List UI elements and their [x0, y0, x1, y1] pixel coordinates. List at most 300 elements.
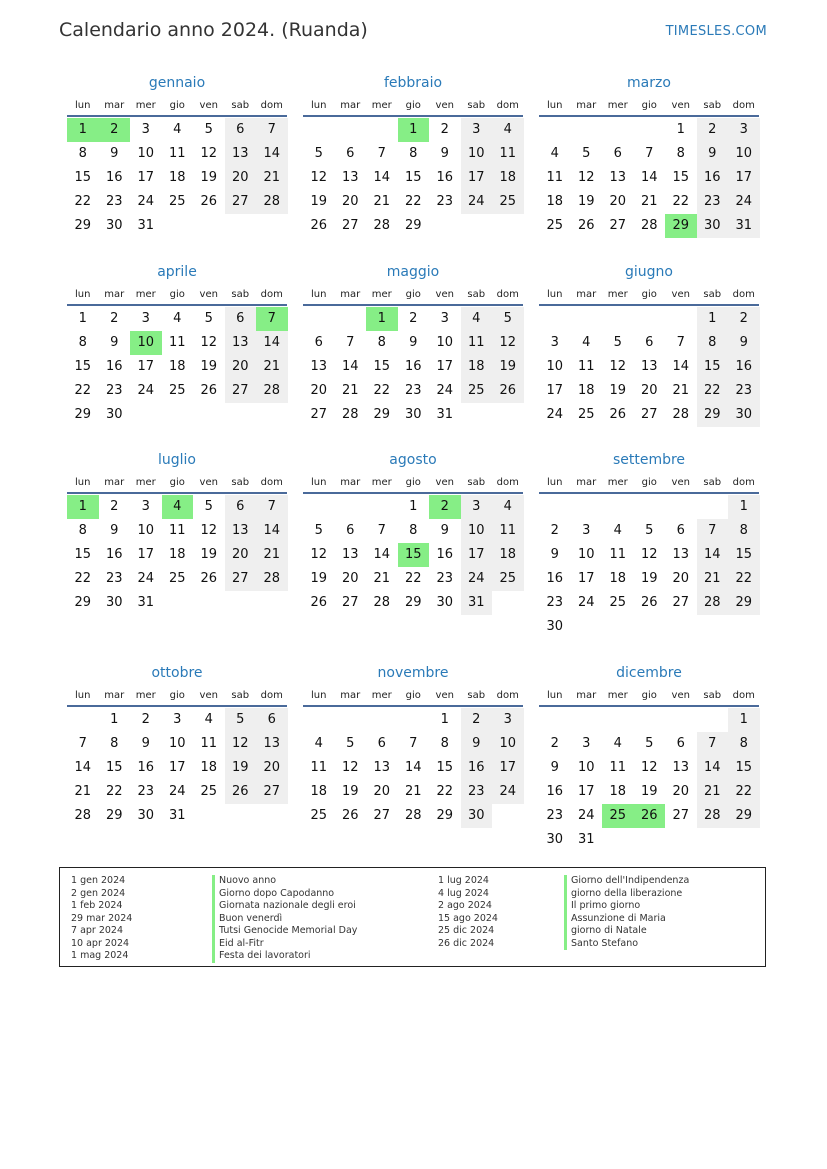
day: 8 [409, 523, 418, 538]
empty-cell [634, 708, 666, 732]
day: 15 [74, 547, 92, 562]
weekday-header [67, 476, 287, 494]
day: 22 [74, 383, 92, 398]
legend-date: 1 gen 2024 [71, 875, 126, 886]
day: 28 [640, 218, 658, 233]
day: 20 [640, 383, 658, 398]
day: 22 [373, 383, 391, 398]
day: 9 [141, 736, 150, 751]
day: 3 [141, 311, 150, 326]
day: 29 [105, 808, 123, 823]
day: 2 [440, 122, 449, 137]
month-novembre [303, 663, 523, 828]
empty-cell [335, 118, 367, 142]
weekday-label: mar [104, 477, 125, 488]
day: 21 [373, 194, 391, 209]
day: 19 [225, 756, 257, 780]
day-grid [303, 118, 523, 238]
day: 11 [310, 760, 328, 775]
month-ottobre [67, 663, 287, 828]
day: 13 [640, 359, 658, 374]
day: 14 [697, 543, 729, 567]
day: 18 [546, 194, 564, 209]
legend-names-right [564, 875, 689, 950]
day: 18 [310, 784, 328, 799]
day: 15 [373, 359, 391, 374]
weekday-header [303, 689, 523, 707]
day: 13 [341, 170, 359, 185]
day: 14 [341, 359, 359, 374]
day-grid [539, 307, 759, 427]
holiday-legend [59, 867, 766, 967]
weekday-label: sab [467, 690, 486, 701]
empty-cell [303, 307, 335, 331]
day: 23 [546, 808, 564, 823]
day: 30 [728, 403, 760, 427]
day: 6 [314, 335, 323, 350]
month-gennaio [67, 73, 287, 238]
weekday-label: lun [547, 289, 563, 300]
weekday-label: lun [311, 690, 327, 701]
weekday-label: ven [671, 289, 690, 300]
day: 3 [440, 311, 449, 326]
day: 3 [461, 495, 493, 519]
day: 17 [137, 359, 155, 374]
day: 29 [74, 218, 92, 233]
day: 11 [168, 146, 186, 161]
day: 6 [346, 146, 355, 161]
empty-cell [602, 118, 634, 142]
day: 8 [377, 335, 386, 350]
day-grid [67, 708, 287, 828]
day: 8 [728, 732, 760, 756]
day: 17 [436, 359, 454, 374]
empty-cell [697, 495, 729, 519]
weekday-label: dom [260, 100, 283, 111]
day: 13 [672, 760, 690, 775]
month-marzo [539, 73, 759, 238]
day: 18 [492, 166, 524, 190]
legend-date: 10 apr 2024 [71, 937, 130, 949]
empty-cell [539, 307, 571, 331]
day: 6 [225, 495, 257, 519]
day: 29 [728, 804, 760, 828]
day: 12 [577, 170, 595, 185]
day: 3 [728, 118, 760, 142]
day: 30 [461, 804, 493, 828]
day: 25 [168, 194, 186, 209]
weekday-label: mer [607, 690, 628, 701]
day: 17 [137, 170, 155, 185]
day: 10 [461, 519, 493, 543]
day: 5 [225, 708, 257, 732]
empty-cell [335, 708, 367, 732]
day: 1 [697, 307, 729, 331]
day: 30 [546, 619, 564, 634]
legend-date: 1 feb 2024 [71, 900, 123, 911]
day: 25 [492, 567, 524, 591]
day: 29 [74, 595, 92, 610]
legend-holiday-name: Buon venerdì [212, 913, 357, 926]
day-grid [303, 708, 523, 828]
day: 17 [577, 571, 595, 586]
legend-date: 2 gen 2024 [71, 887, 126, 899]
day: 27 [310, 407, 328, 422]
day: 30 [105, 218, 123, 233]
day: 21 [256, 355, 288, 379]
day: 17 [461, 166, 493, 190]
weekday-label: gio [169, 289, 185, 300]
day: 29 [436, 808, 454, 823]
day: 3 [141, 499, 150, 514]
day: 19 [609, 383, 627, 398]
day: 31 [461, 591, 493, 615]
day: 20 [256, 756, 288, 780]
day: 26 [341, 808, 359, 823]
day: 30 [105, 407, 123, 422]
day: 20 [310, 383, 328, 398]
legend-date: 4 lug 2024 [438, 887, 489, 899]
day: 4 [314, 736, 323, 751]
day: 16 [137, 760, 155, 775]
day: 9 [550, 547, 559, 562]
day: 30 [137, 808, 155, 823]
day: 9 [440, 523, 449, 538]
day: 4 [173, 311, 182, 326]
month-settembre [539, 450, 759, 639]
day: 8 [409, 146, 418, 161]
weekday-header [539, 99, 759, 117]
month-name: agosto [389, 452, 437, 468]
empty-cell [303, 708, 335, 732]
weekday-label: sab [703, 477, 722, 488]
day: 13 [225, 331, 257, 355]
empty-cell [366, 118, 398, 142]
empty-cell [335, 495, 367, 519]
day: 23 [404, 383, 422, 398]
day: 7 [256, 495, 288, 519]
day: 24 [137, 383, 155, 398]
empty-cell [571, 495, 603, 519]
day: 11 [168, 335, 186, 350]
weekday-label: sab [231, 690, 250, 701]
day: 20 [225, 543, 257, 567]
legend-date: 7 apr 2024 [71, 925, 124, 936]
month-name: marzo [627, 75, 671, 91]
legend-date: 26 dic 2024 [438, 937, 495, 949]
empty-cell [634, 118, 666, 142]
weekday-label: gio [169, 100, 185, 111]
day: 10 [436, 335, 454, 350]
weekday-label: mar [576, 690, 597, 701]
holiday-day: 25 [602, 804, 634, 828]
day: 18 [492, 543, 524, 567]
day: 4 [582, 335, 591, 350]
holiday-day: 1 [366, 307, 398, 331]
day: 8 [110, 736, 119, 751]
weekday-label: ven [671, 100, 690, 111]
day: 13 [672, 547, 690, 562]
day: 3 [550, 335, 559, 350]
weekday-label: ven [671, 477, 690, 488]
weekday-label: mar [340, 100, 361, 111]
day: 10 [137, 523, 155, 538]
weekday-label: gio [169, 477, 185, 488]
weekday-label: dom [732, 477, 755, 488]
legend-holiday-name: Nuovo anno [212, 875, 357, 888]
day: 2 [461, 708, 493, 732]
day: 4 [550, 146, 559, 161]
empty-cell [665, 708, 697, 732]
day: 10 [168, 736, 186, 751]
day: 30 [546, 832, 564, 847]
holiday-day: 29 [665, 214, 697, 238]
weekday-label: ven [435, 100, 454, 111]
legend-holiday-name: Il primo giorno [564, 900, 689, 913]
day: 19 [640, 571, 658, 586]
weekday-label: sab [703, 100, 722, 111]
day: 7 [697, 519, 729, 543]
empty-cell [634, 495, 666, 519]
weekday-label: mer [135, 100, 156, 111]
day: 27 [672, 808, 690, 823]
empty-cell [335, 307, 367, 331]
day: 27 [225, 190, 257, 214]
weekday-label: mar [104, 100, 125, 111]
day: 12 [492, 331, 524, 355]
day: 22 [436, 784, 454, 799]
day: 31 [168, 808, 186, 823]
day: 6 [645, 335, 654, 350]
day: 13 [225, 519, 257, 543]
legend-names-left [212, 875, 357, 963]
empty-cell [366, 495, 398, 519]
weekday-label: mer [607, 100, 628, 111]
day: 2 [728, 307, 760, 331]
day: 18 [200, 760, 218, 775]
weekday-label: gio [641, 477, 657, 488]
legend-holiday-name: Eid al-Fitr [212, 938, 357, 951]
weekday-label: sab [231, 100, 250, 111]
day: 8 [440, 736, 449, 751]
day: 9 [440, 146, 449, 161]
day: 14 [373, 547, 391, 562]
day: 12 [200, 523, 218, 538]
day: 29 [373, 407, 391, 422]
legend-holiday-name: Assunzione di Maria [564, 913, 689, 926]
day: 17 [546, 383, 564, 398]
weekday-label: dom [260, 690, 283, 701]
day: 15 [672, 170, 690, 185]
day: 10 [461, 142, 493, 166]
day: 10 [577, 547, 595, 562]
day: 11 [200, 736, 218, 751]
weekday-label: ven [199, 289, 218, 300]
day: 14 [74, 760, 92, 775]
day: 5 [613, 335, 622, 350]
day: 25 [492, 190, 524, 214]
day: 1 [110, 712, 119, 727]
weekday-label: dom [732, 690, 755, 701]
day: 24 [137, 571, 155, 586]
day: 1 [440, 712, 449, 727]
weekday-label: mer [607, 477, 628, 488]
day: 11 [168, 523, 186, 538]
month-name: luglio [158, 452, 196, 468]
weekday-label: mer [135, 690, 156, 701]
day: 6 [676, 523, 685, 538]
day: 30 [436, 595, 454, 610]
month-giugno [539, 262, 759, 427]
holiday-day: 1 [67, 495, 99, 519]
day: 28 [256, 567, 288, 591]
day: 25 [168, 571, 186, 586]
holiday-day: 15 [398, 543, 430, 567]
day: 28 [341, 407, 359, 422]
day: 26 [200, 571, 218, 586]
day: 3 [492, 708, 524, 732]
day: 31 [137, 595, 155, 610]
day: 4 [613, 736, 622, 751]
month-name: aprile [157, 264, 197, 280]
legend-holiday-name: Festa dei lavoratori [212, 950, 357, 963]
month-maggio [303, 262, 523, 427]
weekday-header [539, 689, 759, 707]
day: 23 [137, 784, 155, 799]
day: 6 [256, 708, 288, 732]
day: 23 [697, 190, 729, 214]
day: 28 [256, 379, 288, 403]
day: 1 [728, 495, 760, 519]
day: 13 [225, 142, 257, 166]
day: 18 [577, 383, 595, 398]
weekday-label: dom [496, 477, 519, 488]
day: 26 [577, 218, 595, 233]
weekday-header [67, 689, 287, 707]
day: 15 [105, 760, 123, 775]
holiday-day: 4 [162, 495, 194, 519]
day: 22 [404, 571, 422, 586]
day: 15 [436, 760, 454, 775]
day: 12 [341, 760, 359, 775]
weekday-label: lun [311, 100, 327, 111]
day: 11 [609, 547, 627, 562]
day: 23 [546, 595, 564, 610]
day: 5 [204, 499, 213, 514]
day: 7 [676, 335, 685, 350]
day: 28 [373, 595, 391, 610]
day: 27 [341, 218, 359, 233]
day: 20 [225, 166, 257, 190]
month-dicembre [539, 663, 759, 852]
day: 22 [74, 571, 92, 586]
day: 3 [461, 118, 493, 142]
legend-holiday-name: Giornata nazionale degli eroi [212, 900, 357, 913]
day: 13 [256, 732, 288, 756]
day: 20 [225, 355, 257, 379]
day-grid [67, 495, 287, 615]
weekday-label: dom [260, 477, 283, 488]
empty-cell [539, 708, 571, 732]
day: 30 [697, 214, 729, 238]
brand-link[interactable]: TIMESLES.COM [665, 24, 767, 39]
day: 10 [546, 359, 564, 374]
day: 19 [492, 355, 524, 379]
empty-cell [366, 708, 398, 732]
day: 6 [346, 523, 355, 538]
weekday-label: gio [405, 477, 421, 488]
weekday-label: ven [435, 289, 454, 300]
day: 14 [697, 756, 729, 780]
weekday-label: dom [496, 690, 519, 701]
day-grid [67, 307, 287, 427]
day: 4 [613, 523, 622, 538]
legend-holiday-name: giorno della liberazione [564, 888, 689, 901]
day: 19 [200, 547, 218, 562]
day: 13 [609, 170, 627, 185]
day: 5 [204, 122, 213, 137]
month-name: novembre [377, 665, 449, 681]
day: 2 [409, 311, 418, 326]
day: 26 [609, 407, 627, 422]
day: 24 [168, 784, 186, 799]
day: 15 [728, 543, 760, 567]
day: 27 [609, 218, 627, 233]
day: 3 [582, 736, 591, 751]
empty-cell [602, 307, 634, 331]
day: 21 [404, 784, 422, 799]
day: 20 [672, 571, 690, 586]
day: 19 [310, 571, 328, 586]
day: 3 [173, 712, 182, 727]
weekday-label: dom [496, 100, 519, 111]
legend-date: 1 mag 2024 [71, 950, 129, 961]
day: 27 [225, 567, 257, 591]
day: 30 [404, 407, 422, 422]
day: 7 [409, 736, 418, 751]
month-name: dicembre [616, 665, 682, 681]
weekday-label: mer [371, 690, 392, 701]
legend-date: 2 ago 2024 [438, 900, 492, 911]
empty-cell [634, 307, 666, 331]
weekday-label: gio [641, 289, 657, 300]
day: 25 [609, 595, 627, 610]
legend-holiday-name: Giorno dell'Indipendenza [564, 875, 689, 888]
legend-holiday-name: giorno di Natale [564, 925, 689, 938]
weekday-header [539, 476, 759, 494]
day: 6 [225, 307, 257, 331]
weekday-label: mar [340, 690, 361, 701]
weekday-label: sab [467, 477, 486, 488]
day: 8 [78, 146, 87, 161]
empty-cell [602, 708, 634, 732]
day: 7 [697, 732, 729, 756]
day: 25 [461, 379, 493, 403]
weekday-label: mer [607, 289, 628, 300]
day: 14 [404, 760, 422, 775]
holiday-day: 26 [634, 804, 666, 828]
day: 15 [697, 355, 729, 379]
weekday-label: gio [405, 289, 421, 300]
weekday-label: ven [199, 690, 218, 701]
day: 4 [173, 122, 182, 137]
day: 21 [697, 567, 729, 591]
day: 30 [105, 595, 123, 610]
day: 27 [341, 595, 359, 610]
day: 23 [436, 194, 454, 209]
day: 8 [728, 519, 760, 543]
empty-cell [697, 708, 729, 732]
